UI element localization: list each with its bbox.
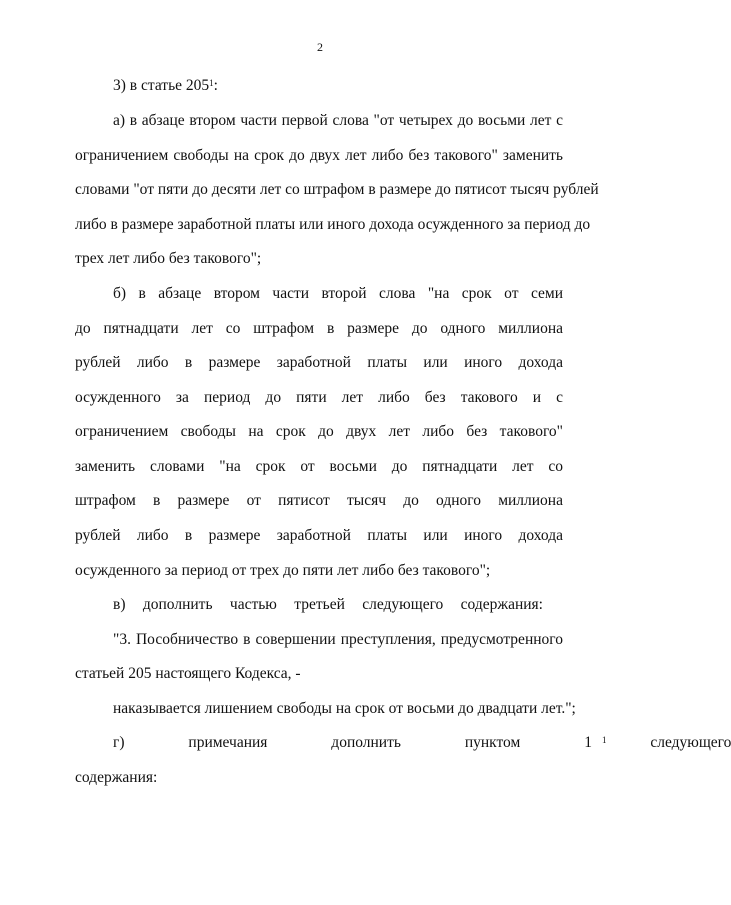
para-g-line-2: содержания: bbox=[75, 769, 158, 786]
para-b-line-1: б) в абзаце втором части второй слова "на срок от семи bbox=[113, 285, 563, 302]
para-b-line-3: рублей либо в размере заработной платы или иного дохода bbox=[75, 354, 563, 371]
item-3-superscript: 1 bbox=[209, 78, 214, 88]
para-a-line-1: а) в абзаце втором части первой слова "от четырех до восьми лет с bbox=[113, 112, 563, 129]
para-a-line-3: словами "от пяти до десяти лет со штрафом в размере до пятисот тысяч рублей bbox=[75, 181, 599, 198]
para-g-suffix: следующего bbox=[606, 734, 731, 751]
item-3-colon: : bbox=[213, 77, 218, 94]
para-b-line-9: осужденного за период от трех до пяти лет либо без такового"; bbox=[75, 562, 491, 579]
item-3-text: 3) в статье 205 bbox=[113, 77, 210, 94]
para-g-prefix: г) примечания дополнить пунктом 1 bbox=[113, 734, 592, 751]
para-g-line-1 bbox=[113, 733, 731, 753]
page-number: 2 bbox=[317, 40, 323, 54]
para-b-line-4: осужденного за период до пяти лет либо без такового и с bbox=[75, 389, 563, 406]
para-g-text bbox=[113, 733, 602, 753]
para-g-superscript: 1 bbox=[601, 735, 607, 745]
para-a-line-5: трех лет либо без такового"; bbox=[75, 250, 262, 267]
item-3-heading bbox=[113, 76, 218, 96]
para-b-line-2: до пятнадцати лет со штрафом в размере до одного миллиона bbox=[75, 320, 563, 337]
para-g-tail bbox=[602, 733, 731, 753]
para-v-line-1: в) дополнить частью третьей следующего содержания: bbox=[113, 596, 543, 613]
para-b-line-6: заменить словами "на срок от восьми до пятнадцати лет со bbox=[75, 458, 563, 475]
para-a-line-4: либо в размере заработной платы или иного дохода осужденного за период до bbox=[75, 216, 591, 233]
part-3-line-2: статьей 205 настоящего Кодекса, - bbox=[75, 665, 301, 682]
part-3-line-3: наказывается лишением свободы на срок от восьми до двадцати лет."; bbox=[113, 700, 576, 717]
para-b-line-7: штрафом в размере от пятисот тысяч до одного миллиона bbox=[75, 492, 563, 509]
para-a-line-2: ограничением свободы на срок до двух лет либо без такового" заменить bbox=[75, 147, 563, 164]
para-b-line-8: рублей либо в размере заработной платы или иного дохода bbox=[75, 527, 563, 544]
para-b-line-5: ограничением свободы на срок до двух лет либо без такового" bbox=[75, 423, 563, 440]
part-3-line-1: "3. Пособничество в совершении преступления, предусмотренного bbox=[113, 631, 563, 648]
